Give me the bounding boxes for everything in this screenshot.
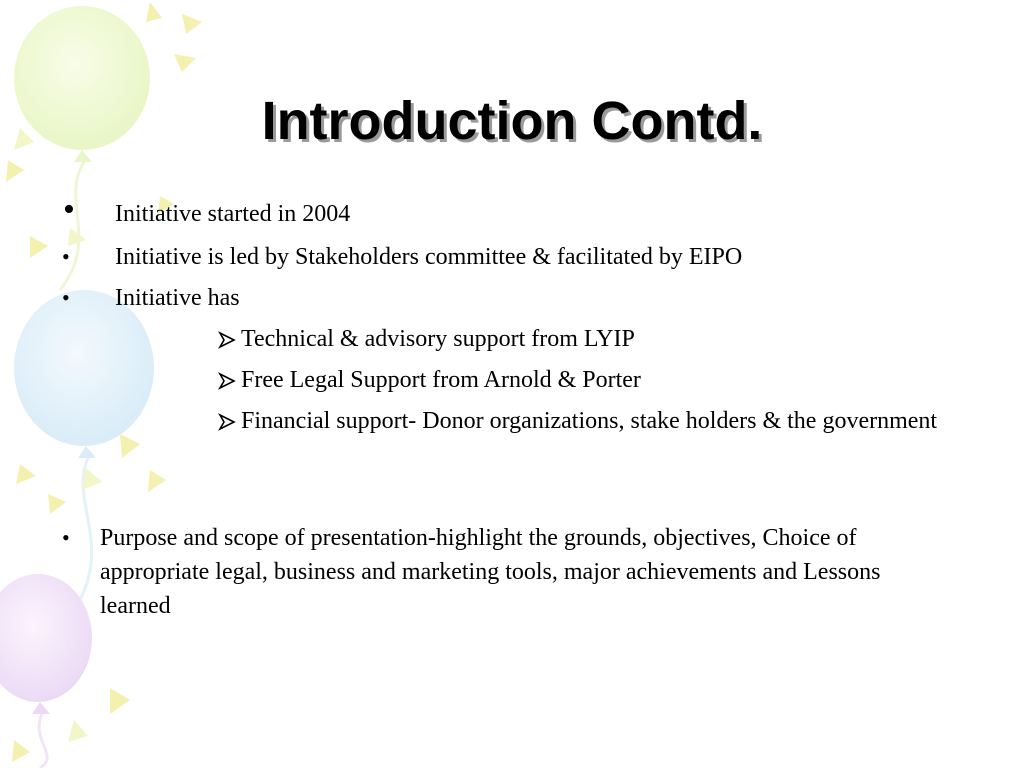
- bullet-item: [0, 191, 1024, 233]
- bullet-item: [0, 240, 1024, 276]
- bullet-marker: •: [62, 525, 70, 550]
- bullet-item: [0, 521, 1024, 631]
- arrow-bullet-icon: [218, 331, 236, 349]
- bullet-marker: •: [62, 244, 70, 269]
- sub-bullet-text: Technical & advisory support from LYIP: [241, 326, 635, 352]
- arrow-bullet-icon: [218, 372, 236, 390]
- sub-bullet-text: Free Legal Support from Arnold & Porter: [241, 367, 641, 393]
- bullet-text: Initiative has: [115, 285, 240, 311]
- bullet-marker: •: [62, 285, 70, 310]
- arrow-bullet-icon: [218, 413, 236, 431]
- sub-bullet-text: Financial support- Donor organizations, stake holders & the government: [241, 408, 938, 434]
- bullet-text: Initiative is led by Stakeholders committee & facilitated by EIPO: [115, 244, 743, 270]
- slide-title: Introduction Contd.: [261, 91, 763, 151]
- bullet-text: Purpose and scope of presentation-highlight the grounds, objectives, Choice of appropriate legal, business and marketing tools, major achievements and Lessons learned: [100, 525, 881, 619]
- sub-bullet-item: [218, 322, 998, 358]
- sub-bullet-item: [218, 404, 948, 476]
- sub-bullet-item: [218, 363, 998, 399]
- bullet-marker: •: [63, 191, 75, 228]
- bullet-text: Initiative started in 2004: [115, 201, 351, 227]
- bullet-item: [0, 281, 1024, 317]
